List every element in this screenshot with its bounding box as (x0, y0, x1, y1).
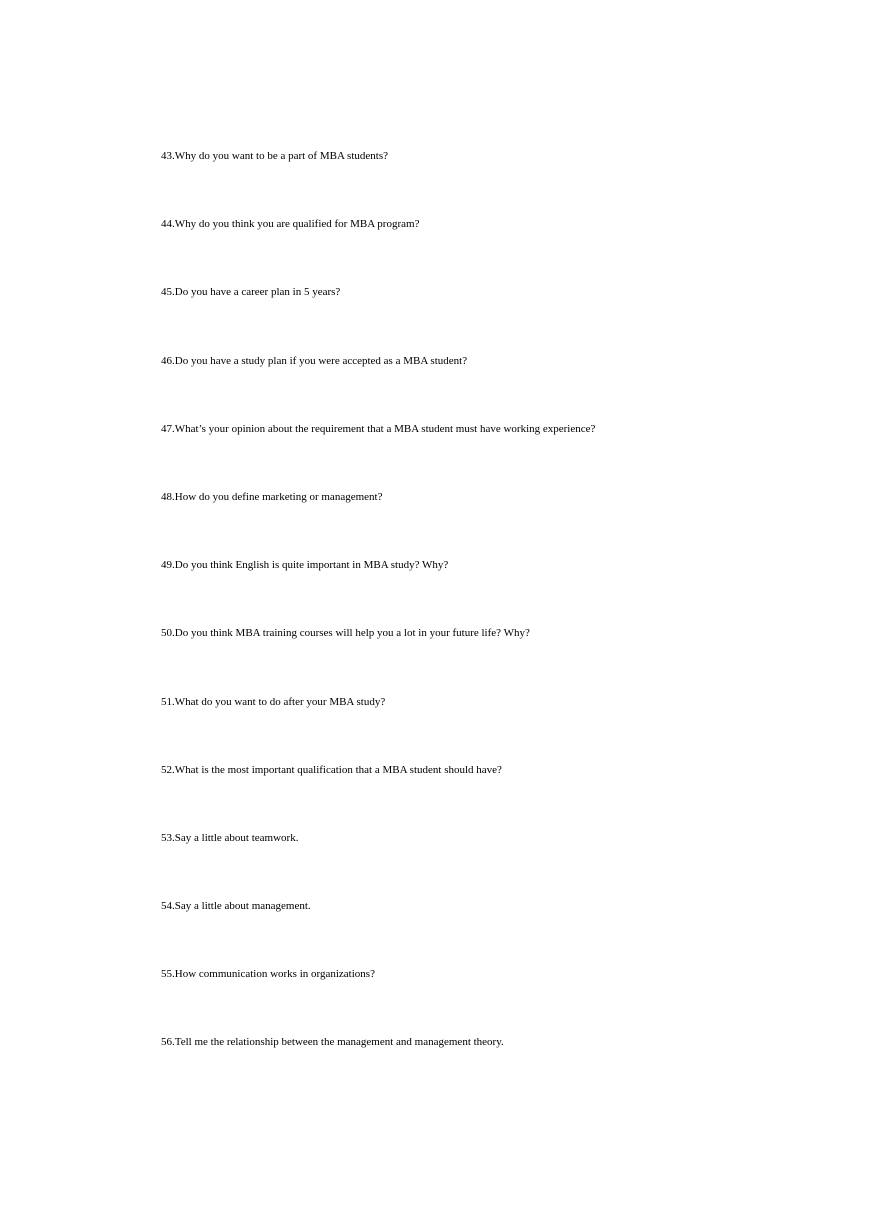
question-51: 51.What do you want to do after your MBA study? (161, 695, 386, 708)
question-50: 50.Do you think MBA training courses will help you a lot in your future life? Why? (161, 627, 530, 640)
question-56: 56.Tell me the relationship between the management and management theory. (161, 1036, 504, 1049)
question-45: 45.Do you have a career plan in 5 years? (161, 286, 341, 299)
question-54: 54.Say a little about management. (161, 900, 311, 913)
question-52: 52.What is the most important qualification that a MBA student should have? (161, 763, 502, 776)
question-55: 55.How communication works in organizations? (161, 968, 375, 981)
question-49: 49.Do you think English is quite important in MBA study? Why? (161, 559, 449, 572)
question-43: 43.Why do you want to be a part of MBA students? (161, 150, 388, 162)
question-44: 44.Why do you think you are qualified for MBA program? (161, 218, 420, 231)
question-47: 47.What’s your opinion about the requirement that a MBA student must have working experience? (161, 422, 596, 435)
question-list (161, 147, 821, 1102)
question-48: 48.How do you define marketing or management? (161, 490, 383, 503)
question-53: 53.Say a little about teamwork. (161, 831, 299, 844)
question-46: 46.Do you have a study plan if you were accepted as a MBA student? (161, 354, 468, 367)
